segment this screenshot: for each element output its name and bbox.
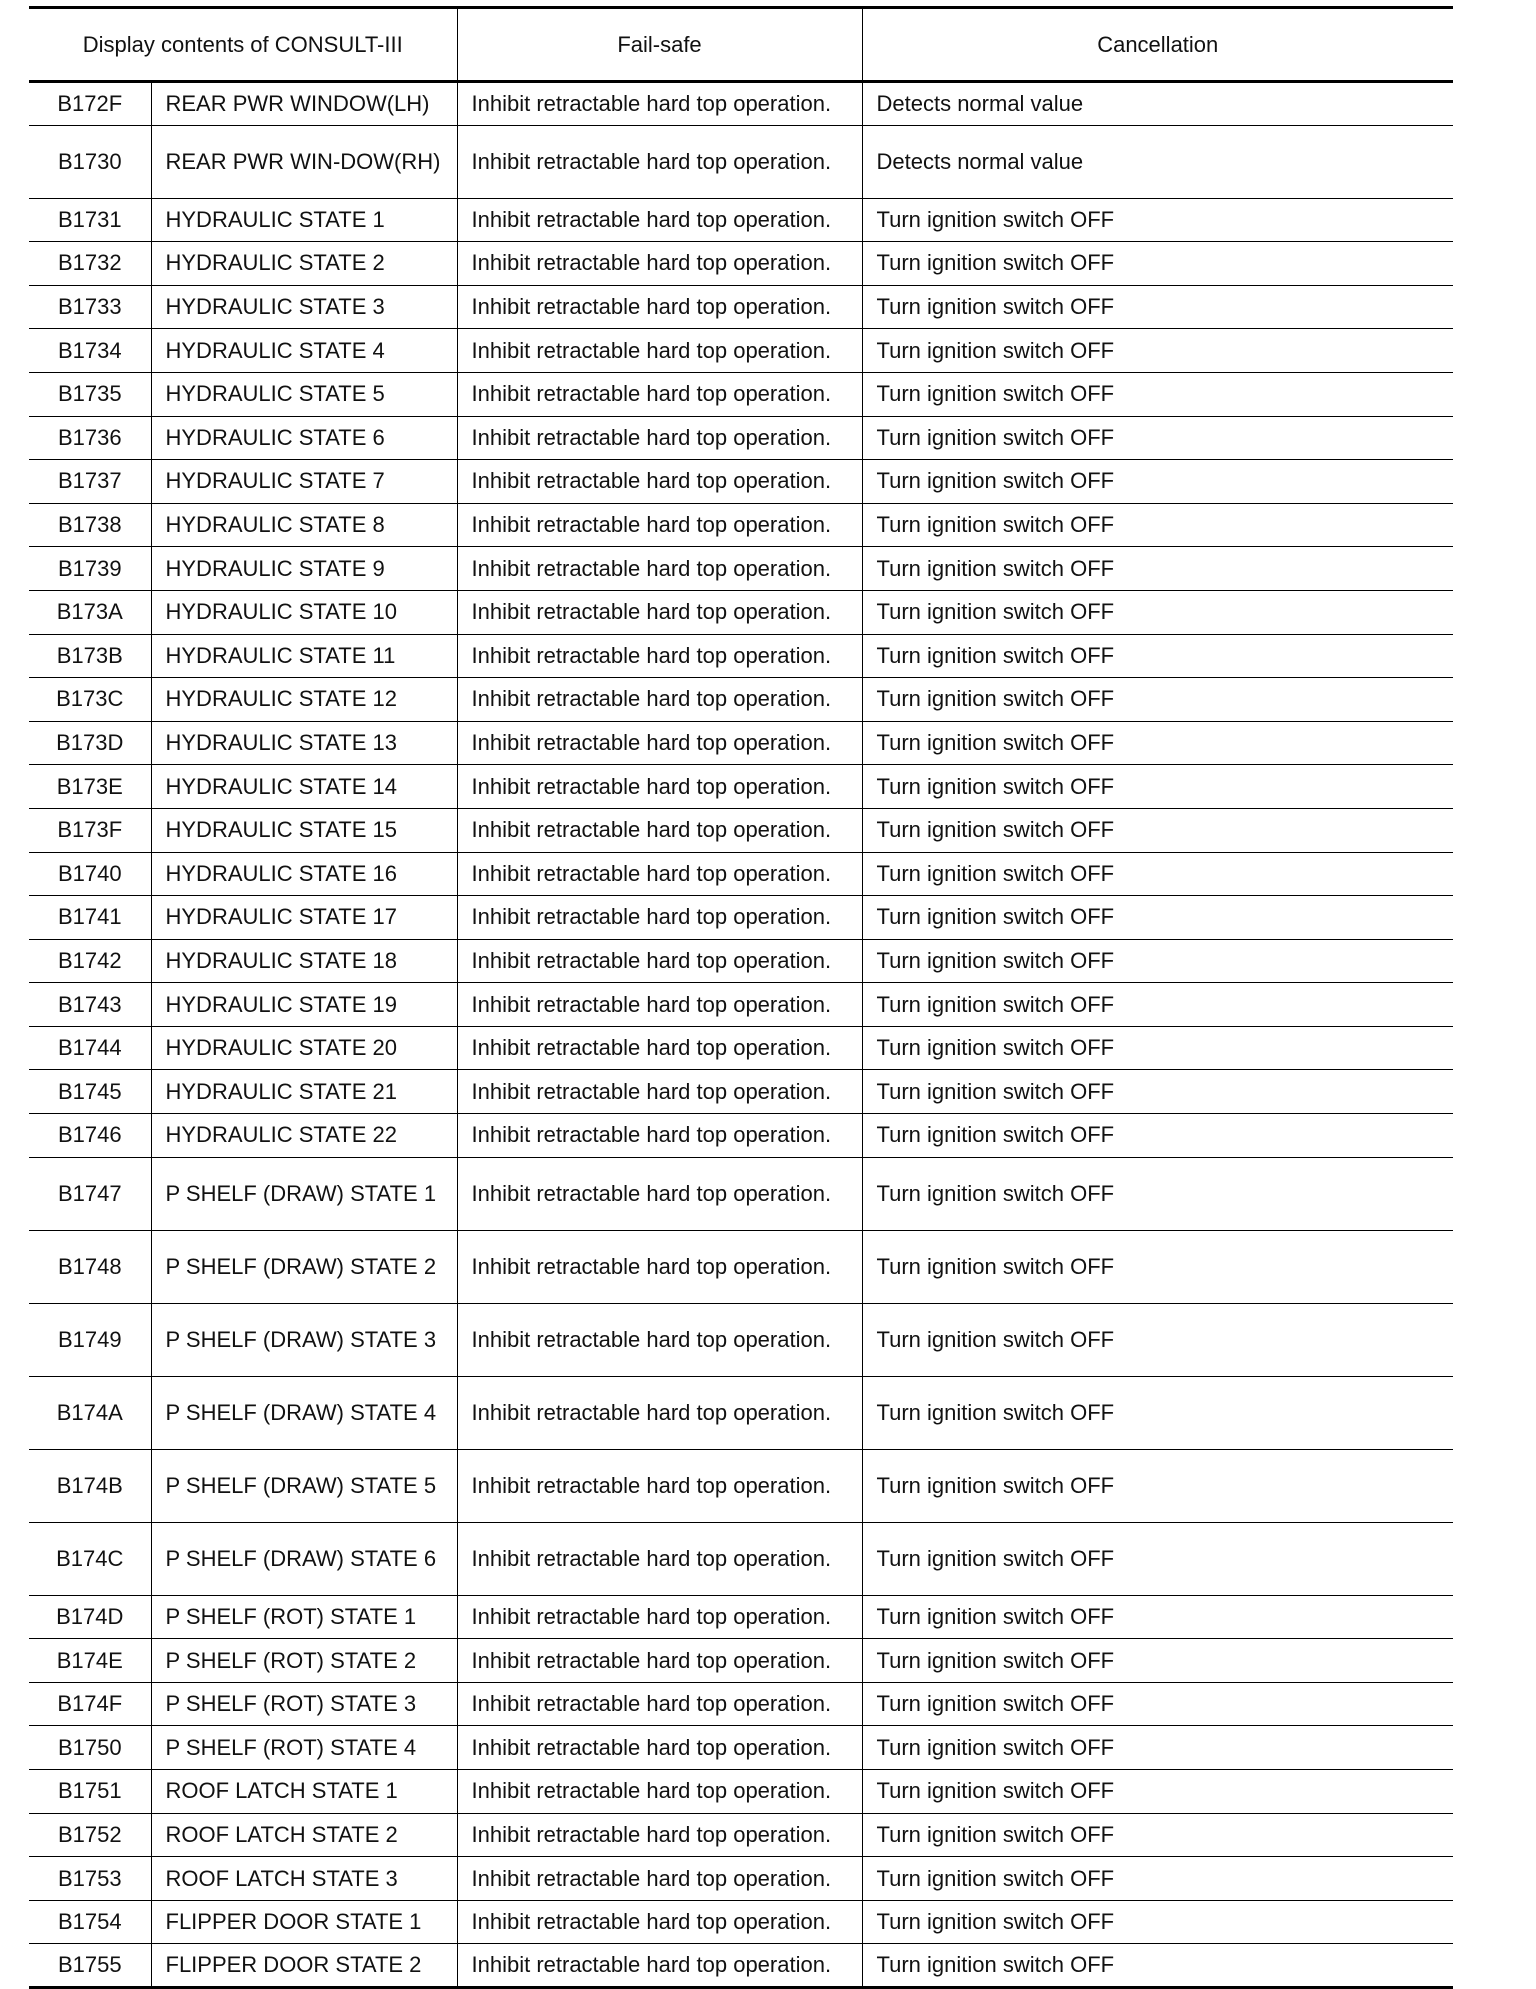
display-name-cell: P SHELF (ROT) STATE 4 xyxy=(151,1726,457,1770)
table-row xyxy=(29,1376,1453,1449)
cancellation-cell: Turn ignition switch OFF xyxy=(862,1726,1453,1770)
fail-safe-cell: Inhibit retractable hard top operation. xyxy=(457,678,862,722)
fail-safe-cell: Inhibit retractable hard top operation. xyxy=(457,329,862,373)
document-page xyxy=(29,6,1453,1989)
dtc-code-cell: B174E xyxy=(29,1639,151,1683)
display-name-cell: HYDRAULIC STATE 5 xyxy=(151,372,457,416)
table-body xyxy=(29,82,1453,1988)
display-name-cell: HYDRAULIC STATE 8 xyxy=(151,503,457,547)
display-name-cell: HYDRAULIC STATE 20 xyxy=(151,1026,457,1070)
table-row xyxy=(29,1157,1453,1230)
table-row xyxy=(29,721,1453,765)
cancellation-cell: Turn ignition switch OFF xyxy=(862,1449,1453,1522)
cancellation-cell: Turn ignition switch OFF xyxy=(862,590,1453,634)
cancellation-cell: Turn ignition switch OFF xyxy=(862,1230,1453,1303)
table-row xyxy=(29,198,1453,242)
display-name-cell: P SHELF (ROT) STATE 1 xyxy=(151,1595,457,1639)
table-row xyxy=(29,634,1453,678)
cancellation-cell: Turn ignition switch OFF xyxy=(862,896,1453,940)
fail-safe-cell: Inhibit retractable hard top operation. xyxy=(457,1595,862,1639)
table-row xyxy=(29,285,1453,329)
fail-safe-cell: Inhibit retractable hard top operation. xyxy=(457,460,862,504)
display-name-cell: ROOF LATCH STATE 3 xyxy=(151,1857,457,1901)
dtc-code-cell: B173B xyxy=(29,634,151,678)
fail-safe-cell: Inhibit retractable hard top operation. xyxy=(457,1230,862,1303)
fail-safe-cell: Inhibit retractable hard top operation. xyxy=(457,721,862,765)
dtc-code-cell: B1746 xyxy=(29,1114,151,1158)
dtc-code-cell: B1742 xyxy=(29,939,151,983)
table-row xyxy=(29,1900,1453,1944)
table-row xyxy=(29,82,1453,126)
display-name-cell: P SHELF (DRAW) STATE 1 xyxy=(151,1157,457,1230)
fail-safe-cell: Inhibit retractable hard top operation. xyxy=(457,503,862,547)
fail-safe-cell: Inhibit retractable hard top operation. xyxy=(457,1639,862,1683)
table-row xyxy=(29,852,1453,896)
table-row xyxy=(29,808,1453,852)
table-row xyxy=(29,983,1453,1027)
display-name-cell: HYDRAULIC STATE 21 xyxy=(151,1070,457,1114)
table-row xyxy=(29,460,1453,504)
display-name-cell: HYDRAULIC STATE 7 xyxy=(151,460,457,504)
table-row xyxy=(29,590,1453,634)
display-name-cell: HYDRAULIC STATE 9 xyxy=(151,547,457,591)
dtc-code-cell: B1747 xyxy=(29,1157,151,1230)
fail-safe-cell: Inhibit retractable hard top operation. xyxy=(457,82,862,126)
dtc-code-cell: B1748 xyxy=(29,1230,151,1303)
cancellation-cell: Turn ignition switch OFF xyxy=(862,1114,1453,1158)
display-name-cell: REAR PWR WINDOW(LH) xyxy=(151,82,457,126)
cancellation-cell: Turn ignition switch OFF xyxy=(862,547,1453,591)
fail-safe-cell: Inhibit retractable hard top operation. xyxy=(457,634,862,678)
table-row xyxy=(29,1726,1453,1770)
cancellation-cell: Turn ignition switch OFF xyxy=(862,765,1453,809)
fail-safe-cell: Inhibit retractable hard top operation. xyxy=(457,198,862,242)
dtc-code-cell: B173D xyxy=(29,721,151,765)
fail-safe-cell: Inhibit retractable hard top operation. xyxy=(457,1900,862,1944)
display-name-cell: HYDRAULIC STATE 1 xyxy=(151,198,457,242)
table-row xyxy=(29,1813,1453,1857)
display-name-cell: FLIPPER DOOR STATE 2 xyxy=(151,1944,457,1988)
fail-safe-cell: Inhibit retractable hard top operation. xyxy=(457,285,862,329)
fail-safe-cell: Inhibit retractable hard top operation. xyxy=(457,1157,862,1230)
cancellation-cell: Turn ignition switch OFF xyxy=(862,1522,1453,1595)
dtc-code-cell: B1739 xyxy=(29,547,151,591)
dtc-code-cell: B1749 xyxy=(29,1303,151,1376)
fail-safe-cell: Inhibit retractable hard top operation. xyxy=(457,547,862,591)
display-name-cell: P SHELF (ROT) STATE 2 xyxy=(151,1639,457,1683)
dtc-code-cell: B1751 xyxy=(29,1770,151,1814)
dtc-code-cell: B1752 xyxy=(29,1813,151,1857)
fail-safe-cell: Inhibit retractable hard top operation. xyxy=(457,765,862,809)
fail-safe-cell: Inhibit retractable hard top operation. xyxy=(457,590,862,634)
header-display-contents: Display contents of CONSULT-III xyxy=(29,8,457,82)
dtc-code-cell: B174A xyxy=(29,1376,151,1449)
cancellation-cell: Turn ignition switch OFF xyxy=(862,329,1453,373)
table-row xyxy=(29,503,1453,547)
fail-safe-cell: Inhibit retractable hard top operation. xyxy=(457,416,862,460)
table-row xyxy=(29,125,1453,198)
fail-safe-cell: Inhibit retractable hard top operation. xyxy=(457,1813,862,1857)
table-row xyxy=(29,547,1453,591)
cancellation-cell: Detects normal value xyxy=(862,82,1453,126)
dtc-code-cell: B1755 xyxy=(29,1944,151,1988)
table-row xyxy=(29,939,1453,983)
dtc-code-cell: B1745 xyxy=(29,1070,151,1114)
fail-safe-cell: Inhibit retractable hard top operation. xyxy=(457,808,862,852)
display-name-cell: P SHELF (DRAW) STATE 2 xyxy=(151,1230,457,1303)
table-row xyxy=(29,1230,1453,1303)
cancellation-cell: Turn ignition switch OFF xyxy=(862,372,1453,416)
display-name-cell: HYDRAULIC STATE 13 xyxy=(151,721,457,765)
table-row xyxy=(29,1770,1453,1814)
display-name-cell: ROOF LATCH STATE 1 xyxy=(151,1770,457,1814)
dtc-code-cell: B1737 xyxy=(29,460,151,504)
display-name-cell: HYDRAULIC STATE 19 xyxy=(151,983,457,1027)
cancellation-cell: Turn ignition switch OFF xyxy=(862,198,1453,242)
fail-safe-cell: Inhibit retractable hard top operation. xyxy=(457,125,862,198)
table-row xyxy=(29,765,1453,809)
dtc-code-cell: B1740 xyxy=(29,852,151,896)
display-name-cell: HYDRAULIC STATE 18 xyxy=(151,939,457,983)
dtc-code-cell: B173E xyxy=(29,765,151,809)
dtc-code-cell: B174B xyxy=(29,1449,151,1522)
cancellation-cell: Turn ignition switch OFF xyxy=(862,939,1453,983)
dtc-code-cell: B1735 xyxy=(29,372,151,416)
table-row xyxy=(29,1857,1453,1901)
dtc-code-cell: B1754 xyxy=(29,1900,151,1944)
cancellation-cell: Turn ignition switch OFF xyxy=(862,1944,1453,1988)
dtc-code-cell: B1744 xyxy=(29,1026,151,1070)
table-row xyxy=(29,372,1453,416)
dtc-code-cell: B1733 xyxy=(29,285,151,329)
fail-safe-cell: Inhibit retractable hard top operation. xyxy=(457,939,862,983)
display-name-cell: HYDRAULIC STATE 4 xyxy=(151,329,457,373)
cancellation-cell: Turn ignition switch OFF xyxy=(862,1376,1453,1449)
display-name-cell: P SHELF (DRAW) STATE 4 xyxy=(151,1376,457,1449)
fail-safe-cell: Inhibit retractable hard top operation. xyxy=(457,852,862,896)
cancellation-cell: Turn ignition switch OFF xyxy=(862,634,1453,678)
fail-safe-cell: Inhibit retractable hard top operation. xyxy=(457,242,862,286)
cancellation-cell: Turn ignition switch OFF xyxy=(862,1157,1453,1230)
cancellation-cell: Detects normal value xyxy=(862,125,1453,198)
dtc-code-cell: B173F xyxy=(29,808,151,852)
fail-safe-cell: Inhibit retractable hard top operation. xyxy=(457,372,862,416)
fail-safe-cell: Inhibit retractable hard top operation. xyxy=(457,1376,862,1449)
dtc-code-cell: B173A xyxy=(29,590,151,634)
fail-safe-cell: Inhibit retractable hard top operation. xyxy=(457,1303,862,1376)
display-name-cell: P SHELF (DRAW) STATE 3 xyxy=(151,1303,457,1376)
cancellation-cell: Turn ignition switch OFF xyxy=(862,242,1453,286)
cancellation-cell: Turn ignition switch OFF xyxy=(862,1813,1453,1857)
cancellation-cell: Turn ignition switch OFF xyxy=(862,1770,1453,1814)
cancellation-cell: Turn ignition switch OFF xyxy=(862,1682,1453,1726)
dtc-code-cell: B1743 xyxy=(29,983,151,1027)
dtc-code-cell: B1738 xyxy=(29,503,151,547)
dtc-code-cell: B174D xyxy=(29,1595,151,1639)
cancellation-cell: Turn ignition switch OFF xyxy=(862,678,1453,722)
dtc-code-cell: B172F xyxy=(29,82,151,126)
table-row xyxy=(29,242,1453,286)
cancellation-cell: Turn ignition switch OFF xyxy=(862,1595,1453,1639)
cancellation-cell: Turn ignition switch OFF xyxy=(862,1070,1453,1114)
cancellation-cell: Turn ignition switch OFF xyxy=(862,1303,1453,1376)
table-row xyxy=(29,1303,1453,1376)
cancellation-cell: Turn ignition switch OFF xyxy=(862,285,1453,329)
table-row xyxy=(29,1114,1453,1158)
table-row xyxy=(29,1070,1453,1114)
fail-safe-cell: Inhibit retractable hard top operation. xyxy=(457,1026,862,1070)
fail-safe-cell: Inhibit retractable hard top operation. xyxy=(457,1449,862,1522)
table-header-row xyxy=(29,8,1453,82)
cancellation-cell: Turn ignition switch OFF xyxy=(862,503,1453,547)
display-name-cell: P SHELF (DRAW) STATE 5 xyxy=(151,1449,457,1522)
display-name-cell: REAR PWR WIN-DOW(RH) xyxy=(151,125,457,198)
fail-safe-cell: Inhibit retractable hard top operation. xyxy=(457,1944,862,1988)
table-row xyxy=(29,329,1453,373)
display-name-cell: HYDRAULIC STATE 10 xyxy=(151,590,457,634)
table-row xyxy=(29,678,1453,722)
cancellation-cell: Turn ignition switch OFF xyxy=(862,416,1453,460)
cancellation-cell: Turn ignition switch OFF xyxy=(862,1900,1453,1944)
dtc-code-cell: B1741 xyxy=(29,896,151,940)
display-name-cell: HYDRAULIC STATE 11 xyxy=(151,634,457,678)
fail-safe-cell: Inhibit retractable hard top operation. xyxy=(457,1114,862,1158)
display-name-cell: P SHELF (DRAW) STATE 6 xyxy=(151,1522,457,1595)
display-name-cell: HYDRAULIC STATE 14 xyxy=(151,765,457,809)
dtc-fail-safe-table xyxy=(29,6,1453,1989)
cancellation-cell: Turn ignition switch OFF xyxy=(862,460,1453,504)
display-name-cell: HYDRAULIC STATE 12 xyxy=(151,678,457,722)
cancellation-cell: Turn ignition switch OFF xyxy=(862,1026,1453,1070)
table-row xyxy=(29,1449,1453,1522)
fail-safe-cell: Inhibit retractable hard top operation. xyxy=(457,1070,862,1114)
dtc-code-cell: B1736 xyxy=(29,416,151,460)
dtc-code-cell: B1750 xyxy=(29,1726,151,1770)
display-name-cell: HYDRAULIC STATE 22 xyxy=(151,1114,457,1158)
table-row xyxy=(29,1026,1453,1070)
fail-safe-cell: Inhibit retractable hard top operation. xyxy=(457,1682,862,1726)
dtc-code-cell: B1753 xyxy=(29,1857,151,1901)
display-name-cell: HYDRAULIC STATE 6 xyxy=(151,416,457,460)
dtc-code-cell: B1734 xyxy=(29,329,151,373)
display-name-cell: HYDRAULIC STATE 15 xyxy=(151,808,457,852)
fail-safe-cell: Inhibit retractable hard top operation. xyxy=(457,1857,862,1901)
fail-safe-cell: Inhibit retractable hard top operation. xyxy=(457,896,862,940)
fail-safe-cell: Inhibit retractable hard top operation. xyxy=(457,1522,862,1595)
cancellation-cell: Turn ignition switch OFF xyxy=(862,1639,1453,1683)
table-row xyxy=(29,416,1453,460)
display-name-cell: ROOF LATCH STATE 2 xyxy=(151,1813,457,1857)
display-name-cell: HYDRAULIC STATE 17 xyxy=(151,896,457,940)
display-name-cell: HYDRAULIC STATE 2 xyxy=(151,242,457,286)
display-name-cell: HYDRAULIC STATE 16 xyxy=(151,852,457,896)
cancellation-cell: Turn ignition switch OFF xyxy=(862,983,1453,1027)
header-cancellation: Cancellation xyxy=(862,8,1453,82)
table-row xyxy=(29,1595,1453,1639)
fail-safe-cell: Inhibit retractable hard top operation. xyxy=(457,1726,862,1770)
cancellation-cell: Turn ignition switch OFF xyxy=(862,808,1453,852)
dtc-code-cell: B1731 xyxy=(29,198,151,242)
table-row xyxy=(29,1639,1453,1683)
table-row xyxy=(29,1944,1453,1988)
dtc-code-cell: B173C xyxy=(29,678,151,722)
cancellation-cell: Turn ignition switch OFF xyxy=(862,721,1453,765)
dtc-code-cell: B174C xyxy=(29,1522,151,1595)
fail-safe-cell: Inhibit retractable hard top operation. xyxy=(457,1770,862,1814)
header-fail-safe: Fail-safe xyxy=(457,8,862,82)
dtc-code-cell: B1730 xyxy=(29,125,151,198)
display-name-cell: FLIPPER DOOR STATE 1 xyxy=(151,1900,457,1944)
dtc-code-cell: B1732 xyxy=(29,242,151,286)
fail-safe-cell: Inhibit retractable hard top operation. xyxy=(457,983,862,1027)
display-name-cell: P SHELF (ROT) STATE 3 xyxy=(151,1682,457,1726)
table-row xyxy=(29,1522,1453,1595)
table-row xyxy=(29,896,1453,940)
display-name-cell: HYDRAULIC STATE 3 xyxy=(151,285,457,329)
table-row xyxy=(29,1682,1453,1726)
cancellation-cell: Turn ignition switch OFF xyxy=(862,852,1453,896)
cancellation-cell: Turn ignition switch OFF xyxy=(862,1857,1453,1901)
dtc-code-cell: B174F xyxy=(29,1682,151,1726)
